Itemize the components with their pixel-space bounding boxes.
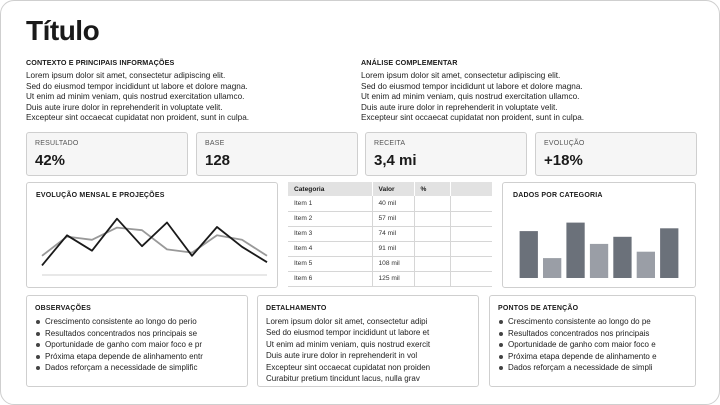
table-cell: [414, 241, 450, 256]
table-cell: 125 mil: [372, 271, 414, 286]
data-table: [288, 182, 492, 287]
table-row: [288, 241, 492, 256]
list-item: Crescimento consistente ao longo do pe: [498, 316, 687, 328]
bar-chart-card: [502, 182, 696, 288]
kpi-label: BASE: [205, 140, 225, 147]
line-chart-title: EVOLUÇÃO MENSAL E PROJEÇÕES: [36, 192, 165, 199]
list-item: Oportunidade de ganho com maior foco e pr: [35, 339, 239, 351]
list-item: Dados reforçam a necessidade de simplific: [35, 362, 239, 374]
series-line-0: [42, 219, 267, 266]
analysis-line: Excepteur sint occaecat cupidatat non proident, sunt in culpa.: [361, 113, 585, 123]
table-cell: Item 2: [288, 211, 372, 226]
table-row: [288, 271, 492, 286]
detail-line: Duis aute irure dolor in reprehenderit in vol: [266, 351, 418, 361]
kpi-resultado: [26, 132, 188, 176]
table-cell: 91 mil: [372, 241, 414, 256]
list-item: Oportunidade de ganho com maior foco e: [498, 339, 687, 351]
attention-heading: PONTOS DE ATENÇÃO: [498, 305, 579, 312]
line-chart-card: [26, 182, 278, 288]
table-header-row: [288, 182, 492, 196]
table-row: [288, 256, 492, 271]
list-item: Crescimento consistente ao longo do perio: [35, 316, 239, 328]
kpi-value: 3,4 mi: [374, 152, 417, 169]
bar-3: [566, 223, 584, 278]
page-title: Título: [26, 15, 100, 46]
bar-4: [590, 244, 608, 278]
bar-6: [637, 252, 655, 278]
kpi-label: EVOLUÇÃO: [544, 140, 585, 147]
context-section: [26, 58, 326, 124]
context-heading: CONTEXTO E PRINCIPAIS INFORMAÇÕES: [26, 58, 175, 67]
bar-chart: [503, 183, 697, 289]
analysis-line: Lorem ipsum dolor sit amet, consectetur adipiscing elit.: [361, 71, 561, 80]
list-item: Resultados concentrados nos principais: [498, 328, 687, 340]
observations-list: [35, 316, 239, 374]
kpi-receita: [365, 132, 527, 176]
analysis-line: Ut enim ad minim veniam, quis nostrud exercitation ullamco.: [361, 92, 580, 102]
analysis-line: Duis aute irure dolor in reprehenderit in voluptate velit.: [361, 102, 558, 112]
table-cell: 40 mil: [372, 196, 414, 211]
detail-line: Lorem ipsum dolor sit amet, consectetur adipi: [266, 317, 428, 326]
observations-card: [26, 295, 248, 387]
bar-1: [520, 231, 538, 278]
detail-card: [257, 295, 479, 387]
analysis-line: Sed do eiusmod tempor incididunt ut labore et dolore magna.: [361, 81, 583, 91]
bar-chart-title: DADOS POR CATEGORIA: [513, 192, 603, 199]
bar-5: [613, 237, 631, 278]
table-header-cell: [450, 182, 492, 196]
table-cell: [414, 196, 450, 211]
detail-line: Curabitur pretium tincidunt lacus, nulla grav: [266, 374, 420, 384]
list-item: Próxima etapa depende de alinhamento e: [498, 351, 687, 363]
table-cell: [414, 211, 450, 226]
context-line: Excepteur sint occaecat cupidatat non proident, sunt in culpa.: [26, 113, 250, 123]
table-header-cell: Categoria: [288, 182, 372, 196]
table-header-cell: Valor: [372, 182, 414, 196]
list-item: Próxima etapa depende de alinhamento entr: [35, 351, 239, 363]
table-cell: 57 mil: [372, 211, 414, 226]
attention-card: [489, 295, 696, 387]
table-cell: Item 1: [288, 196, 372, 211]
table-row: [288, 211, 492, 226]
analysis-text: [361, 71, 661, 124]
table-cell: 108 mil: [372, 256, 414, 271]
detail-line: Sed do eiusmod tempor incididunt ut labore et: [266, 328, 430, 338]
detail-text: [266, 316, 470, 384]
detail-line: Ut enim ad minim veniam, quis nostrud exercit: [266, 339, 431, 349]
table-cell: [450, 271, 492, 286]
bar-7: [660, 228, 678, 278]
table-cell: [450, 241, 492, 256]
list-item: Resultados concentrados nos principais se: [35, 328, 239, 340]
table-row: [288, 226, 492, 241]
table-cell: [450, 196, 492, 211]
context-line: Lorem ipsum dolor sit amet, consectetur adipiscing elit.: [26, 71, 226, 80]
kpi-value: +18%: [544, 152, 583, 169]
line-chart: [27, 183, 279, 289]
context-line: Duis aute irure dolor in reprehenderit in voluptate velit.: [26, 102, 223, 112]
kpi-label: RECEITA: [374, 140, 406, 147]
analysis-section: [361, 58, 661, 124]
detail-line: Excepteur sint occaecat cupidatat non proiden: [266, 362, 431, 372]
context-line: Ut enim ad minim veniam, quis nostrud exercitation ullamco.: [26, 92, 245, 102]
observations-heading: OBSERVAÇÕES: [35, 305, 92, 312]
kpi-value: 42%: [35, 152, 66, 169]
table-cell: [414, 271, 450, 286]
kpi-base: [196, 132, 358, 176]
context-text: [26, 71, 326, 124]
bar-2: [543, 258, 561, 278]
kpi-evolucao: [535, 132, 697, 176]
table-header-cell: %: [414, 182, 450, 196]
table-cell: [414, 226, 450, 241]
detail-heading: DETALHAMENTO: [266, 305, 327, 312]
table-cell: Item 4: [288, 241, 372, 256]
table-cell: 74 mil: [372, 226, 414, 241]
table-cell: [414, 256, 450, 271]
table-row: [288, 196, 492, 211]
analysis-heading: ANÁLISE COMPLEMENTAR: [361, 58, 458, 67]
attention-list: [498, 316, 687, 374]
list-item: Dados reforçam a necessidade de simpli: [498, 362, 687, 374]
kpi-label: RESULTADO: [35, 140, 79, 147]
table-cell: [450, 211, 492, 226]
table-cell: [450, 226, 492, 241]
kpi-value: 128: [205, 152, 231, 169]
table-cell: Item 6: [288, 271, 372, 286]
context-line: Sed do eiusmod tempor incididunt ut labore et dolore magna.: [26, 81, 248, 91]
table-cell: Item 3: [288, 226, 372, 241]
table-cell: Item 5: [288, 256, 372, 271]
table-cell: [450, 256, 492, 271]
